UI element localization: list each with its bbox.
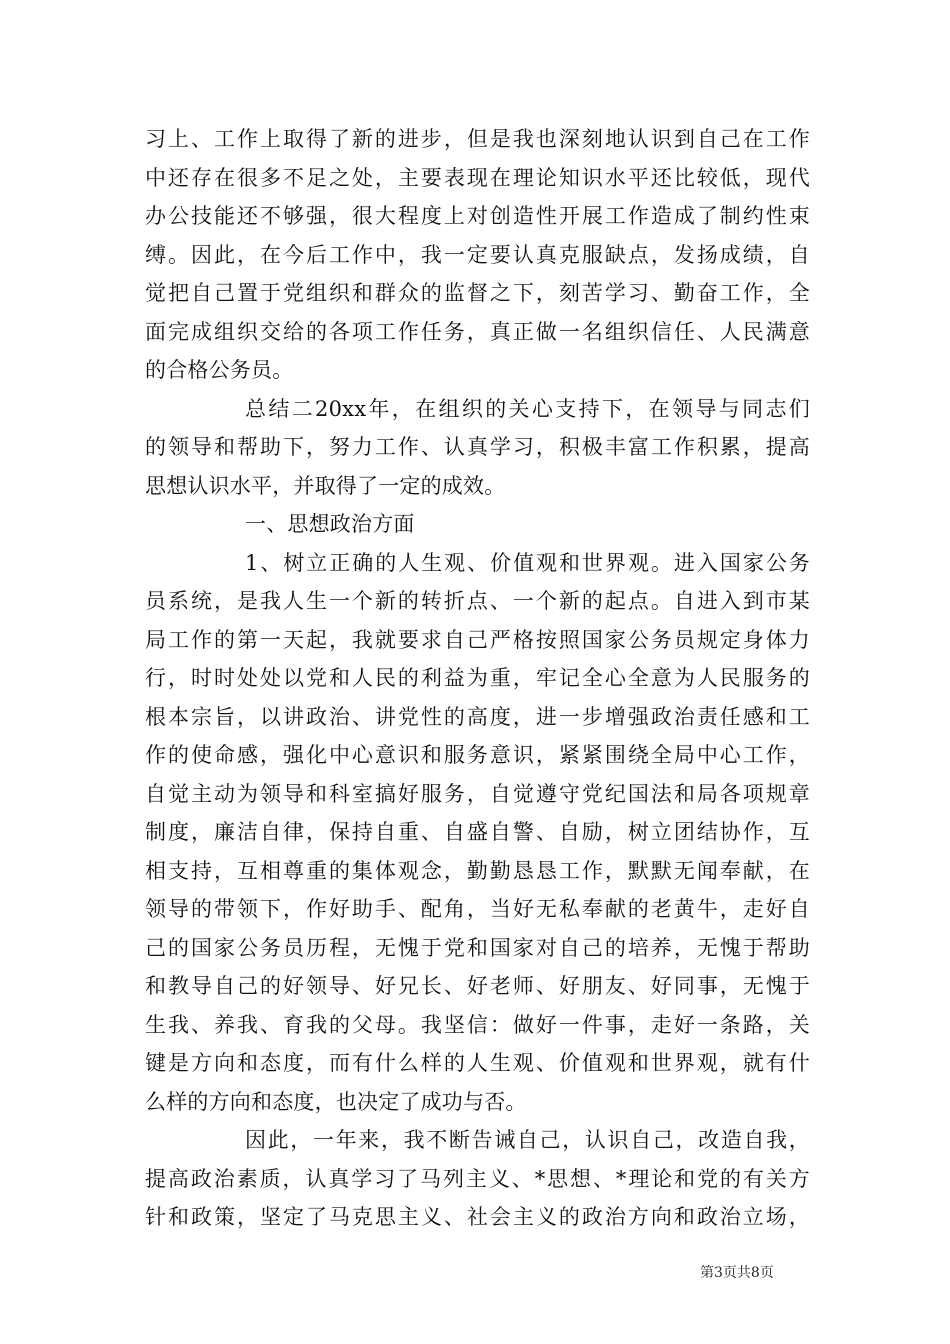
text-line: 和教导自己的好领导、好兄长、好老师、好朋友、好同事，无愧于 xyxy=(145,974,810,998)
text-line: 行，时时处处以党和人民的利益为重，牢记全心全意为人民服务的 xyxy=(145,666,810,690)
text-line: 缚。因此，在今后工作中，我一定要认真克服缺点，发扬成绩，自 xyxy=(145,242,810,267)
text-line: 键是方向和态度，而有什么样的人生观、价值观和世界观，就有什 xyxy=(145,1051,810,1075)
text-line: 觉把自己置于党组织和群众的监督之下，刻苦学习、勤奋工作，全 xyxy=(145,281,810,305)
text-line: 的领导和帮助下，努力工作、认真学习，积极丰富工作积累，提高 xyxy=(145,435,810,459)
text-line: 己的国家公务员历程，无愧于党和国家对自己的培养，无愧于帮助 xyxy=(145,935,810,960)
text-line: 生我、养我、育我的父母。我坚信：做好一件事，走好一条路，关 xyxy=(145,1012,810,1037)
text-line: 一、思想政治方面 xyxy=(245,512,415,536)
text-line: 自觉主动为领导和科室搞好服务，自觉遵守党纪国法和局各项规章 xyxy=(145,781,810,806)
text-line: 制度，廉洁自律，保持自重、自盛自警、自励，树立团结协作，互 xyxy=(145,820,810,844)
text-line: 因此，一年来，我不断告诫自己，认识自己，改造自我， xyxy=(245,1128,810,1152)
text-line: 习上、工作上取得了新的进步，但是我也深刻地认识到自己在工作 xyxy=(145,127,810,151)
text-line: 面完成组织交给的各项工作任务，真正做一名组织信任、人民满意 xyxy=(145,319,810,344)
text-line: 局工作的第一天起，我就要求自己严格按照国家公务员规定身体力 xyxy=(145,627,810,652)
page-number-footer: 第3页共8页 xyxy=(700,1265,774,1281)
text-line: 领导的带领下，作好助手、配角，当好无私奉献的老黄牛，走好自 xyxy=(145,897,810,921)
text-line: 相支持，互相尊重的集体观念，勤勤恳恳工作，默默无闻奉献，在 xyxy=(145,858,810,883)
text-line: 作的使命感，强化中心意识和服务意识，紧紧围绕全局中心工作， xyxy=(145,743,810,767)
text-line: 么样的方向和态度，也决定了成功与否。 xyxy=(145,1089,527,1114)
text-line: 员系统，是我人生一个新的转折点、一个新的起点。自进入到市某 xyxy=(145,589,810,613)
text-line: 根本宗旨，以讲政治、讲党性的高度，进一步增强政治责任感和工 xyxy=(145,704,810,729)
text-line: 中还存在很多不足之处，主要表现在理论知识水平还比较低，现代 xyxy=(145,165,810,190)
text-line: 针和政策，坚定了马克思主义、社会主义的政治方向和政治立场， xyxy=(145,1205,810,1229)
text-line: 总结二20xx年，在组织的关心支持下，在领导与同志们 xyxy=(245,396,810,421)
document-body xyxy=(145,120,810,1237)
text-line: 办公技能还不够强，很大程度上对创造性开展工作造成了制约性束 xyxy=(145,204,810,228)
text-line: 思想认识水平，并取得了一定的成效。 xyxy=(145,473,506,498)
text-line: 1、树立正确的人生观、价值观和世界观。进入国家公务 xyxy=(245,550,810,575)
text-line: 的合格公务员。 xyxy=(145,358,294,382)
text-line: 提高政治素质，认真学习了马列主义、*思想、*理论和党的有关方 xyxy=(145,1166,810,1191)
